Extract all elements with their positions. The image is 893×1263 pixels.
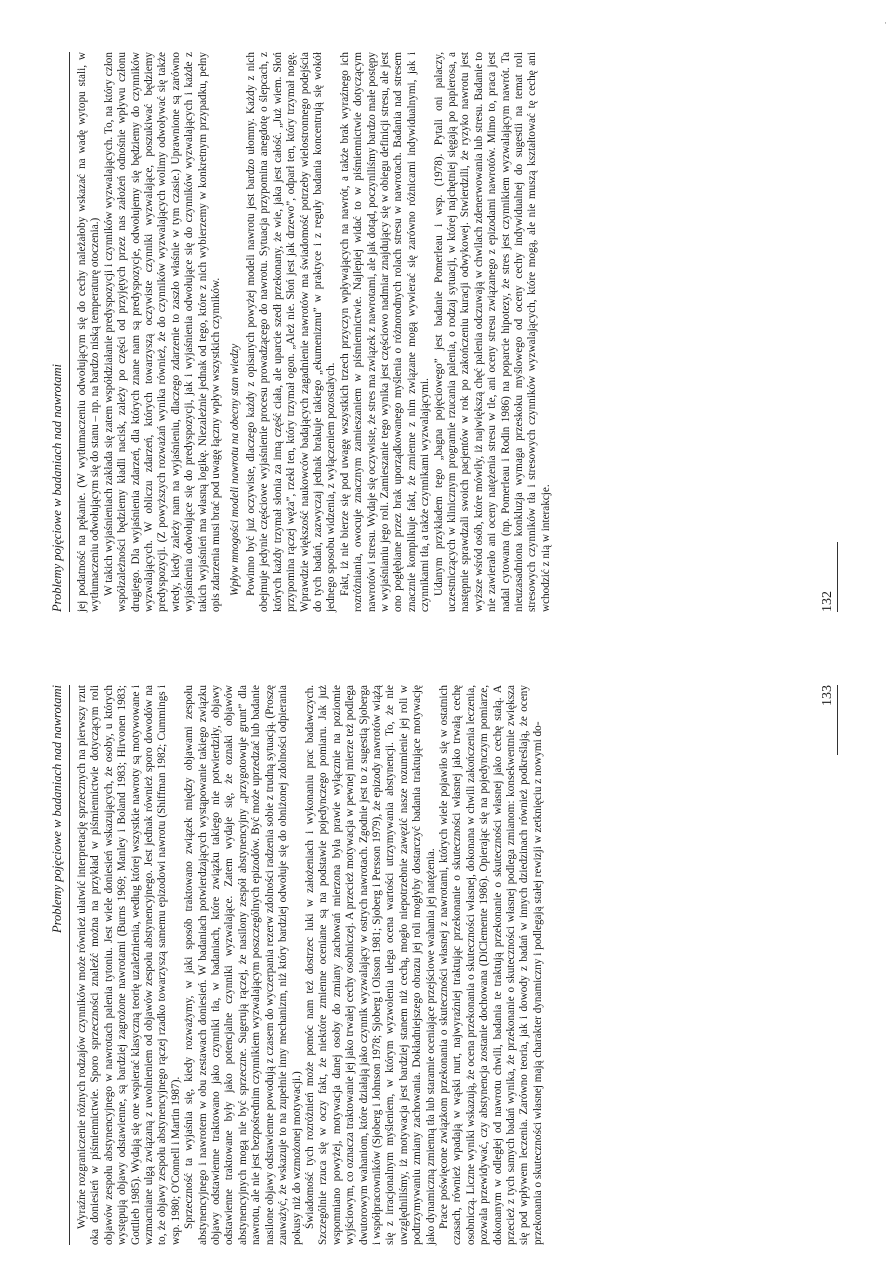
running-head: Problemy pojęciowe w badaniach nad nawrotami [50,52,70,612]
paragraph: W takich wyjaśnieniach zakłada się zatem współdziałanie predyspozycji i czynników wyzwalających. To, na który człon współzależności będziemy kładli nacisk, zależy po części od przyjętych przez nas założeń odnośnie wpływu członu drugiego. Dla wyjaśnienia zdarzeń, dla których znane nam są predyspozycje, odwołujemy się będziemy do czynników wyzwalających. W obliczu zdarzeń, których towarzyszą oczywiste czynniki wyzwalające, poszukiwać będziemy predyspozycji. (Z powyższych rozważań wynika również, że do czynników wyzwalających wolimy odwoływać się także wtedy, kiedy zależy nam na wyjaśnieniu, dlaczego zdarzenie to zaszło właśnie w tym czasie.) Uprawnione są zarówno wyjaśnienia odwołujące się do predyspozycji, jak i wyjaśnienia odwołujące się do czynników wyzwalających i każde z takich wyjaśnień ma własną logikę. Niezależnie jednak od tego, które z nich wybierzemy w konkretnym przypadku, pełny opis zdarzenia musi brać pod uwagę łączny wpływ wszystkich czynników. [102,52,223,612]
body-text [76,685,802,1245]
paragraph: Udanym przykładem tego „bagna pojęciowego” jest badanie Pomerleau i wsp. (1978). Pytali oni palaczy, uczestniczących w klinicznym programie rzucania palenia, o rodzaj sytuacji, w której najchętniej sięgają po papierosa, a następnie sprawdzali swoich pacjentów w rok po zakończeniu kuracji odwykowej. Stwierdzili, że ryzyko nawrotu jest wyższe wśród osób, które mówiły, iż największą chęć palenia odczuwają w chwilach zdenerwowania lub stresu. Badanie to nie zawierało ani oceny natężenia stresu w tle, ani oceny stresu związanego z epizodami nawrotów. Mimo to, praca jest nadal cytowana (np. Pomerleau i Rodin 1986) na poparcie hipotezy, że stres jest czynnikiem wyzwalającym nawrót. Ta nieuzasadniona konkluzja wymaga przeskoku myślowego od oceny cechy indywidualnej do sugestii na temat roli stresowych czynników tła i stresowych czynników wyzwalających, które mogą, ale nie muszą kształtować tę cechę ani wchodzić z nią w interakcje. [432,52,552,612]
paragraph: Świadomość tych rozróżnień może pomóc nam też dostrzec luki w założeniach i wykonaniu prac badawczych. Szczególnie rzuca się w oczy fakt, że niektóre zmienne oceniane są na podstawie pojedynczego pomiaru. Jak już wspomniano powyżej, motywacja danej osoby do zmiany zachowań mierzona była prawie wyłącznie na poziomie wyjściowym, co oznacza traktowanie jej jako trwałej cechy osobniczej. A przecież motywacja w pewnej mierze też podlega dwutorowym wahaniom, które działają jako czynnik wyzwalający w ostrych nawrotach. Zgodnie jest to z sugestią Sjoberga i współpracowników (Sjoberg i Johnson 1978; Sjoberg i Olsson 1981; Sjoberg i Persson 1979), że epizody nawrotów wiążą się z irracjonalnym myśleniem, w którym wyzwolenia ulega ocena wartości utrzymywania abstynencji. To, że nie uwzględniliśmy, iż motywacja jest bardziej stanem niż cechą, mogło niepotrzebnie zawęzić nasze rozumienie jej roli w podtrzymywaniu zmiany zachowania. Dokładniejszego obrazu jej roli mogłyby dostarczyć badania traktujące motywację jako dynamiczną zmienną tła lub staramie oceniające przejściowe wahania jej natężenia. [303,685,437,1245]
paragraph: Fakt, iż nie bierze się pod uwagę wszystkich trzech przyczyn wpływających na nawrót, a także brak wyraźnego ich rozróżniania, owocuje znacznym zamieszaniem w piśmiennictwie. Najlepiej widać to w piśmiennictwie dotyczącym nawrotów i stresu. Wydaje się oczywiste, że stres ma związek z nawrotami, ale jak dotąd, poczyniliśmy bardzo małe postępy w wyjaśnianiu jego roli. Zamieszanie tego wynika jest częściowo nadmiar znajdujący się w obiegu definicji stresu, ale jest ono pogłębiane przez brak uporządkowanego myślenia o różnorodnych rolach stresu w nawrotach. Badania nad stresem znacznie komplikuje fakt, że zmienne z nim związane mogą wywierać się zarówno różnicami indywidualnymi, jak i czynnikami tła, a także czynnikami wyzwalającymi. [338,52,432,612]
page-left [42,52,842,612]
paragraph: Powinno być już oczywiste, dlaczego każdy z opisanych powyżej modeli nawrotu jest bardzo ułomny. Każdy z nich obejmuje jedynie częściowe wyjaśnienie procesu prowadzącego do nawrotu. Sytuacja przypomina anegdotę o ślepcach, z których każdy trzymał słonia za inną część ciała, ale uparcie szedł przekonany, że wie, jaka jest całość. „Już wiem. Słoń przypomina rączej węża”, rzekł ten, który trzymał ogon. „Ależ nie. Słoń jest jak drzewo”, odparł ten, który trzymał nogę. Wprawdzie większość naukowców badających zagadnienie nawrotów ma świadomość potrzeby wielostronnego podejścia do tych badań, zazwyczaj jednak brakuje takiego „ekumenizmu” w praktyce i z reguły badania koncentrują się wokół jednego sposobu widzenia, z wyłączeniem pozostałych. [244,52,338,612]
body-text [76,52,802,612]
page-number: 132 [820,591,835,612]
paragraph: jej podatność na pękanie. (W wytłumaczeniu odwołującym się do cechy należałoby wskazać na wadę wytopu stali, w wytłumaczeniu odwołującym się do stanu – np. na bardzo niską temperaturę otoczenia.) [76,52,102,612]
section-heading: Wpływ mnogości modeli nawrotu na obecny stan wiedzy [229,343,242,596]
paragraph: Prace poświęcone związkom przekonania o skuteczności własnej z nawrotami, których wiele pojawiło się w ostatnich czasach, również wpadają w wąski nurt, najwyraźniej traktując przekonanie o skuteczności własnej jako trwałą cechę osobniczą. Liczne wyniki wskazują, że ocena przekonania o skuteczności własnej, dokonana w chwili zakończenia leczenia, pozwala przewidywać, czy abstynencja zostanie dochowana (DiClemente 1986). Opierając się na pojedynczym pomiarze, dokonanym w odległej od nawrotu chwili, badania te traktują przekonanie o skuteczności własnej jako cechę stałą. A przecież z tych samych badań wynika, że przekonanie o skuteczności własnej podlega zmianom: konsekwentnie zwiększa się pod wpływem leczenia. Zarówno teoria, jak i dowody z badań w innych dziedzinach również podkreślają, że oceny przekonania o skuteczności własnej mają charakter dynamiczny i podlegają stałej rewizji w zetknięciu z nowymi do- [437,685,544,1245]
folio-rule [837,685,838,755]
scan-speck: · [884,18,887,28]
paragraph: Wyraźne rozgraniczenie różnych rodzajów czynników może również ułatwić interpretację sprzecznych na pierwszy rzut oka doniesień w piśmiennictwie. Sporo sprzeczności znaleźć można na przykład w piśmiennictwie dotyczącym roli objawów zespołu abstynencyjnego w nawrotach palenia tytoniu. Jest wiele doniesień wskazujących, że osoby, u których występują objawy odstawienne, są bardziej zagrożone nawrotami (Burns 1969; Manley i Boland 1983; Hirvonen 1983; Gottlieb 1985). Wydają się one wspierać klasyczną teorię uzależnienia, według której wszystkie nawroty są motywowane i wzmacniane ulgą związaną z uwolnieniem od objawów zespołu abstynencyjnego. Jest jednak również sporo dowodów na to, że objawy zespołu abstynencyjnego rączej rzadko towarzyszą samemu epizodowi nawrotu (Shiffman 1982; Cummings i wsp. 1980; O'Connell i Martin 1987). [76,685,182,1245]
running-head: Problemy pojęciowe w badaniach nad nawrotami [50,685,70,1245]
page-right [42,685,842,1245]
paragraph: Sprzeczność ta wyjaśnia się, kiedy rozważymy, w jaki sposób traktowano związek między objawami zespołu abstynencyjnego i nawrotem w obu zestawach doniesień. W badaniach potwierdzających wystąpowanie takiego związku objawy odstawienne traktowano jako czynniki tła, w badaniach, które związku takiego nie potwierdziły, objawy odstawienne traktowane były jako potencjalne czynniki wyzwalające. Zatem wydaje się, że oznaki objawów abstynencyjnych mogą nie być sprzeczne. Sugerują rączej, że nasilony zespół abstynencyjny „przygotowuje grunt” dla nawrotu, ale nie jest bezpośrednim czynnikiem wyzwalającym poszczególnych epizodów. Być może uprzedzać lub badanie nasilone objawy odstawienne powodują z czasem do wyczerpania rezerw zdolności radzenia sobie z trudną sytuacją. (Proszę zauważyć, że wskazuje to na zupełnie inny mechanizm, niż który bardziej odwołuje się do obniżonej zdolności odpierania pokusy niż do wzmożonej motywacji.) [183,685,303,1245]
folio-rule [837,542,838,612]
page-number: 133 [820,685,835,706]
